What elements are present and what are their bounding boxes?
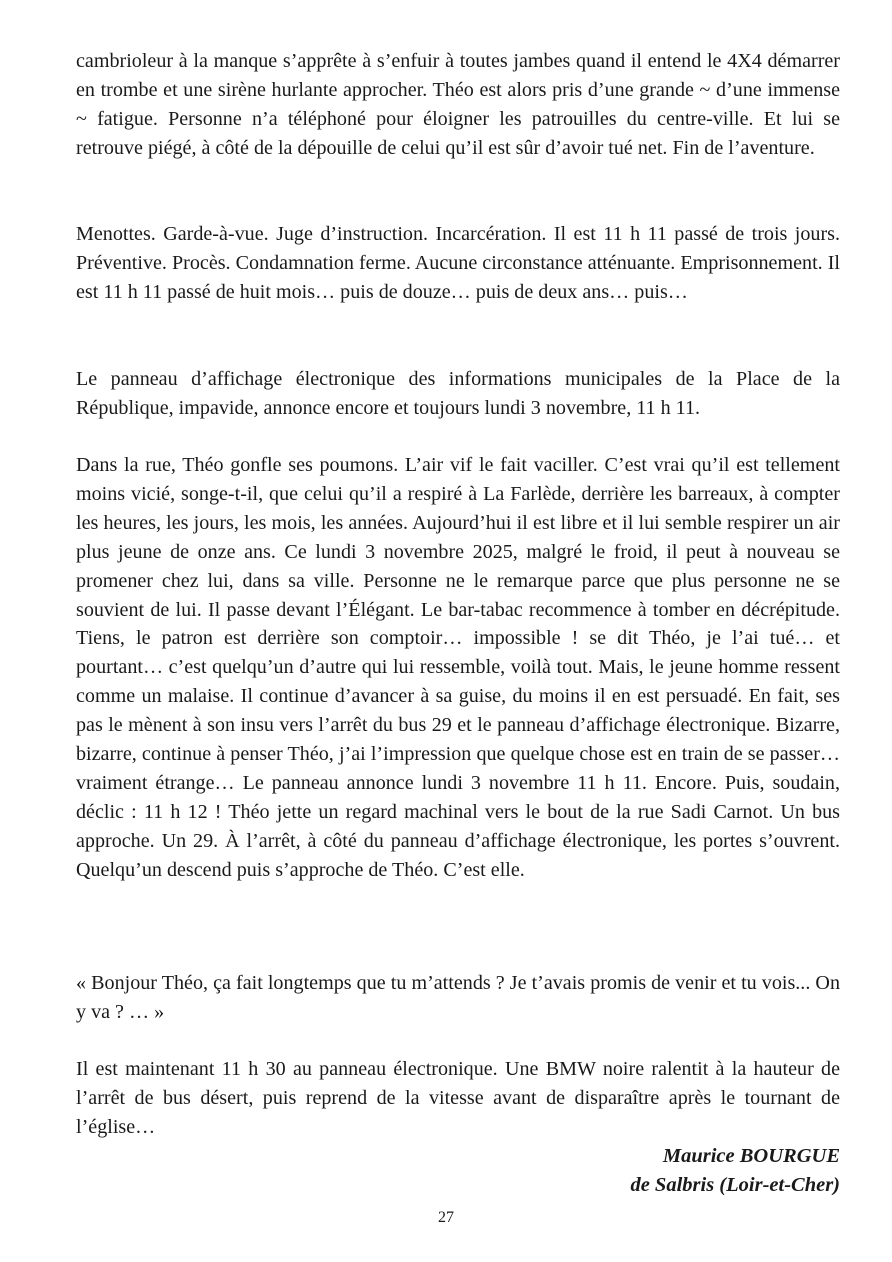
author-signature — [630, 1142, 840, 1200]
paragraph-arrest-scene: cambrioleur à la manque s’apprête à s’enfuir à toutes jambes quand il entend le 4X4 démarrer en trombe et une sirène hurlante approcher. Théo est alors pris d’une grande ~ d’une immense ~ fatigue. Personne n’a téléphoné pour éloigner les patrouilles du centre-ville. Et lui se retrouve piégé, à côté de la dépouille de celui qu’il est sûr d’avoir tué net. Fin de l’aventure. — [76, 50, 840, 159]
paragraph-display-panel: Le panneau d’affichage électronique des informations municipales de la Place de la République, impavide, annonce encore et toujours lundi 3 novembre, 11 h 11. — [76, 368, 840, 419]
author-name: Maurice BOURGUE — [662, 1145, 840, 1167]
paragraph-imprisonment: Menottes. Garde-à-vue. Juge d’instruction. Incarcération. Il est 11 h 11 passé de trois jours. Préventive. Procès. Condamnation ferme. Aucune circonstance atténuante. Emprisonnement. Il est 11 h 11 passé de huit mois… puis de douze… puis de deux ans… puis… — [76, 223, 840, 303]
page-number: 27 — [438, 1209, 454, 1226]
paragraph-ending: Il est maintenant 11 h 30 au panneau électronique. Une BMW noire ralentit à la hauteur de l’arrêt de bus désert, puis reprend de la vitesse avant de disparaître après le tournant de l’église… — [76, 1058, 840, 1138]
author-origin: de Salbris (Loir-et-Cher) — [630, 1173, 840, 1196]
paragraph-dialogue: « Bonjour Théo, ça fait longtemps que tu m’attends ? Je t’avais promis de venir et tu vois... On y va ? … » — [76, 972, 840, 1023]
paragraph-release: Dans la rue, Théo gonfle ses poumons. L’air vif le fait vaciller. C’est vrai qu’il est tellement moins vicié, songe-t-il, que celui qu’il a respiré à La Farlède, derrière les barreaux, à compter les heures, les jours, les mois, les années. Aujourd’hui il est libre et il lui semble respirer un air plus jeune de onze ans. Ce lundi 3 novembre 2025, malgré le froid, il peut à nouveau se promener chez lui, dans sa ville. Personne ne le remarque parce que plus personne ne se souvient de lui. Il passe devant l’Élégant. Le bar-tabac recommence à tomber en décrépitude. Tiens, le patron est derrière son comptoir… impossible ! se dit Théo, je l’ai tué… et pourtant… c’est quelqu’un d’autre qui lui ressemble, voilà tout. Mais, le jeune homme ressent comme un malaise. Il continue d’avancer à sa guise, du moins il en est persuadé. En fait, ses pas le mènent à son insu vers l’arrêt du bus 29 et le panneau d’affichage électronique. Bizarre, bizarre, continue à penser Théo, j’ai l’impression que quelque chose est en train de se passer… vraiment étrange… Le panneau annonce lundi 3 novembre 11 h 11. Encore. Puis, soudain, déclic : 11 h 12 ! Théo jette un regard machinal vers le bout de la rue Sadi Carnot. Un bus approche. Un 29. À l’arrêt, à côté du panneau d’affichage électronique, les portes s’ouvrent. Quelqu’un descend puis s’approche de Théo. C’est elle. — [76, 454, 840, 881]
